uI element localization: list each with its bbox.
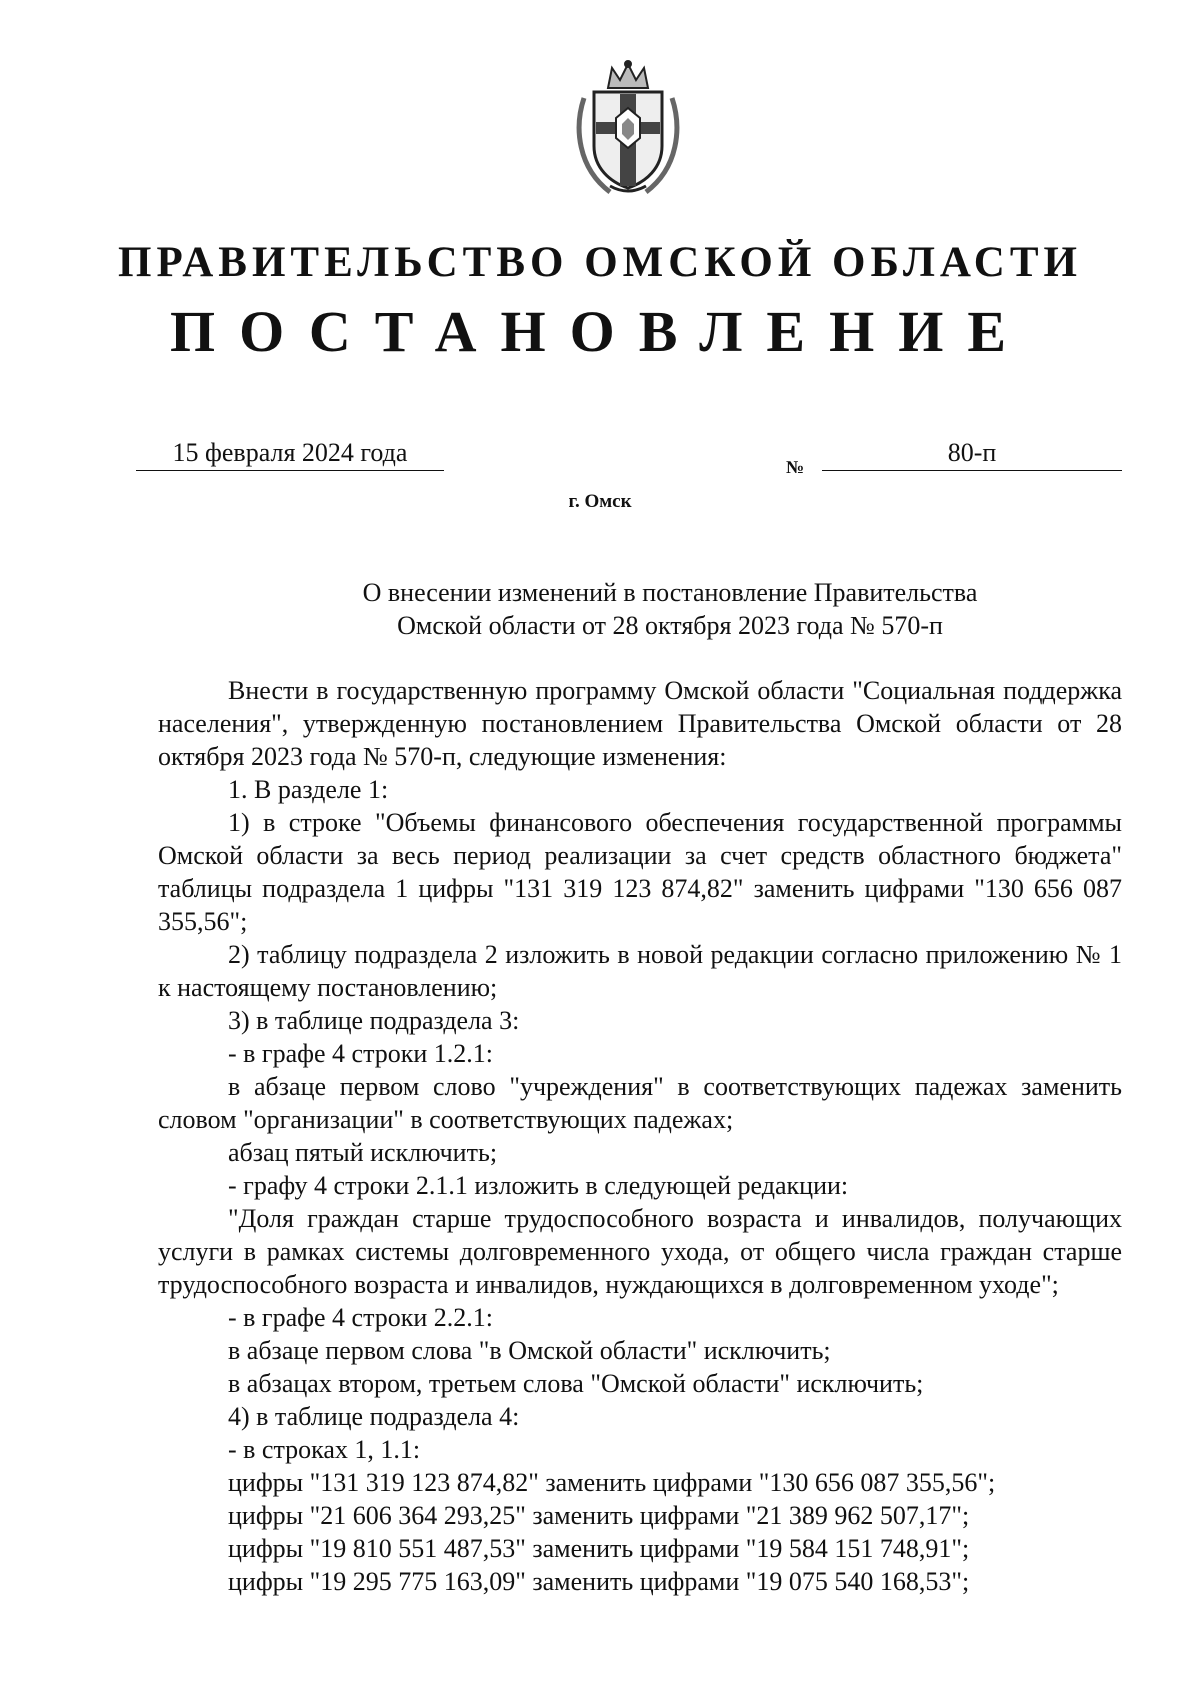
paragraph: цифры "19 295 775 163,09" заменить цифрами "19 075 540 168,53"; (228, 1567, 970, 1596)
city-label: г. Омск (568, 491, 632, 512)
paragraph: Внести в государственную программу Омской области "Социальная поддержка населения", утвержденную постановлением Правительства Омской области от 28 октября 2023 года № 570-п, следующие изменения: (158, 676, 1122, 771)
paragraph: "Доля граждан старше трудоспособного возраста и инвалидов, получающих услуги в рамках системы долговременного ухода, от общего числа граждан старше трудоспособного возраста и инвалидов, нуждающихся в долговременном уходе"; (158, 1204, 1122, 1299)
document-body (158, 674, 1122, 1598)
paragraph: цифры "131 319 123 874,82" заменить цифрами "130 656 087 355,56"; (228, 1468, 996, 1497)
paragraph: 4) в таблице подраздела 4: (228, 1402, 520, 1431)
paragraph: - в графе 4 строки 1.2.1: (228, 1039, 494, 1068)
paragraph: - в строках 1, 1.1: (228, 1435, 421, 1464)
document-date: 15 февраля 2024 года (136, 438, 444, 471)
paragraph: в абзацах втором, третьем слова "Омской области" исключить; (228, 1369, 924, 1398)
paragraph: - графу 4 строки 2.1.1 изложить в следующей редакции: (228, 1171, 849, 1200)
paragraph: абзац пятый исключить; (228, 1138, 498, 1167)
paragraph: - в графе 4 строки 2.2.1: (228, 1303, 494, 1332)
paragraph: 1. В разделе 1: (228, 775, 389, 804)
paragraph: цифры "19 810 551 487,53" заменить цифрами "19 584 151 748,91"; (228, 1534, 970, 1563)
document-number: 80-п (822, 438, 1122, 471)
paragraph: цифры "21 606 364 293,25" заменить цифрами "21 389 962 507,17"; (228, 1501, 970, 1530)
coat-of-arms-emblem (570, 58, 686, 198)
paragraph: 1) в строке "Объемы финансового обеспечения государственной программы Омской области за весь период реализации за счет средств областного бюджета" таблицы подраздела 1 цифры "131 319 123 874,82" заменить цифрами "130 656 087 355,56"; (158, 808, 1122, 936)
title-line: Омской области от 28 октября 2023 года № 570-п (397, 611, 943, 640)
paragraph: в абзаце первом слова "в Омской области" исключить; (228, 1336, 831, 1365)
paragraph: в абзаце первом слово "учреждения" в соответствующих падежах заменить словом "организации" в соответствующих падежах; (158, 1072, 1122, 1134)
document-title (300, 576, 1040, 642)
government-heading: ПРАВИТЕЛЬСТВО ОМСКОЙ ОБЛАСТИ (118, 239, 1082, 286)
paragraph: 2) таблицу подраздела 2 изложить в новой редакции согласно приложению № 1 к настоящему постановлению; (158, 940, 1122, 1002)
title-line: О внесении изменений в постановление Правительства (362, 578, 978, 607)
document-type-heading: ПОСТАНОВЛЕНИЕ (169, 299, 1031, 364)
number-sign: № (786, 457, 805, 477)
paragraph: 3) в таблице подраздела 3: (228, 1006, 520, 1035)
